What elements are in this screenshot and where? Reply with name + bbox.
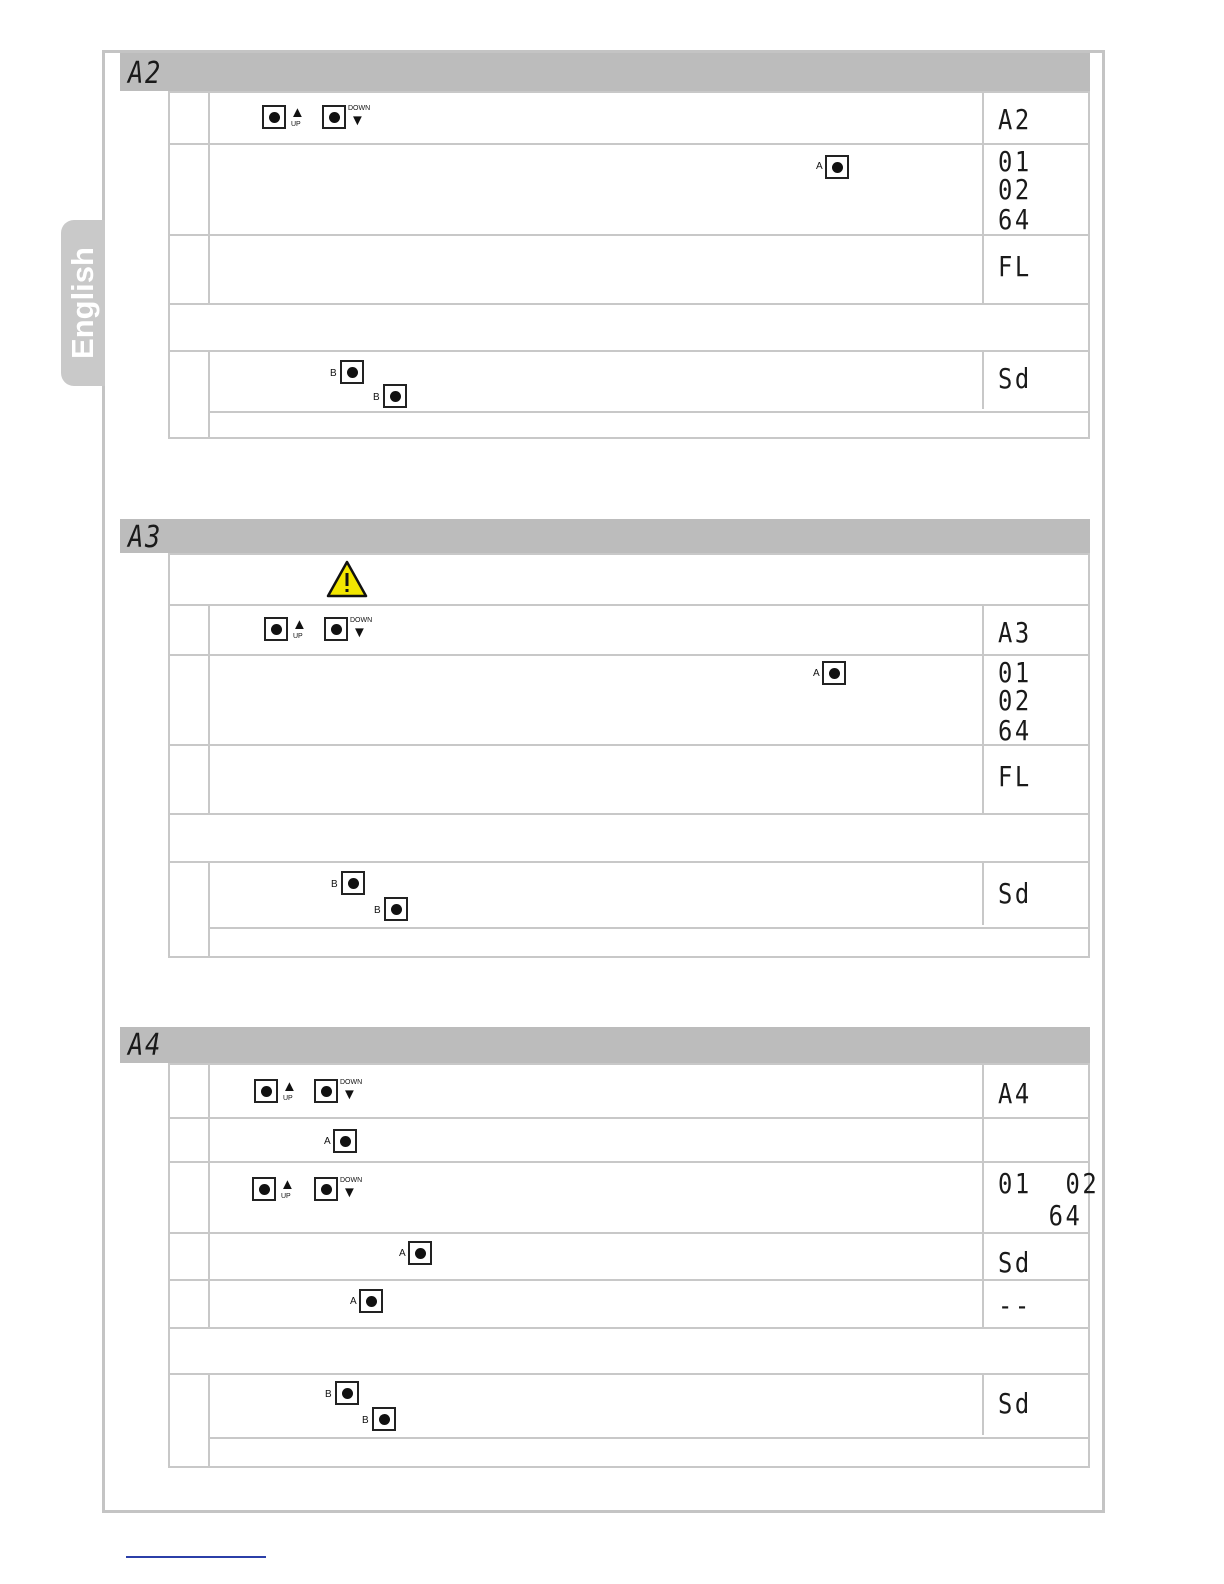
push-button-icon [383, 384, 407, 408]
up-label: UP [291, 121, 301, 128]
button-letter: A [324, 1136, 331, 1147]
step-number-cell [170, 1163, 210, 1232]
section-header-a2 [120, 53, 1090, 91]
display-cell [982, 656, 1088, 747]
table-row [170, 861, 1088, 956]
arrow-down-icon: ▼ [342, 1086, 357, 1103]
language-tab-label: English [65, 247, 100, 359]
display-code: 64 [998, 714, 1032, 747]
table-row [170, 604, 1088, 654]
display-code: Sd [998, 877, 1032, 910]
push-button-icon [314, 1177, 338, 1201]
display-code: FL [998, 250, 1032, 283]
arrow-down-icon: ▼ [350, 112, 365, 129]
arrow-up-icon: ▲ [290, 104, 305, 121]
push-button-icon [262, 105, 286, 129]
arrow-up-icon: ▲ [280, 1176, 295, 1193]
up-label: UP [293, 633, 303, 640]
table-row [170, 1161, 1100, 1232]
display-code: 01 [998, 656, 1032, 689]
push-button-icon [408, 1241, 432, 1265]
step-number-cell [170, 656, 210, 744]
display-code: -- [998, 1289, 1032, 1322]
push-button-icon [384, 897, 408, 921]
table-row [170, 1327, 1088, 1373]
button-letter: B [331, 879, 338, 890]
table-row [170, 813, 1088, 861]
down-label: DOWN [340, 1177, 363, 1184]
table-row [170, 143, 1088, 234]
display-code: A2 [998, 103, 1032, 136]
warning-triangle-icon [326, 560, 368, 598]
arrow-down-icon: ▼ [352, 624, 367, 641]
display-code: 02 [998, 684, 1032, 717]
push-button-icon [822, 661, 846, 685]
button-letter: B [362, 1415, 369, 1426]
push-button-icon [264, 617, 288, 641]
display-code: 64 [998, 1199, 1083, 1232]
arrow-up-icon: ▲ [282, 1078, 297, 1095]
section-header-a3 [120, 519, 1090, 553]
display-cell [982, 863, 1088, 925]
display-cell [982, 93, 1088, 143]
down-label: DOWN [350, 617, 373, 624]
step-number-cell [170, 1234, 210, 1279]
push-button-icon [333, 1129, 357, 1153]
row-divider [210, 1437, 1088, 1439]
table-row [170, 234, 1088, 303]
table-row [170, 1117, 1088, 1161]
push-button-icon [372, 1407, 396, 1431]
up-label: UP [281, 1193, 291, 1200]
display-code: Sd [998, 1246, 1032, 1279]
push-button-icon [359, 1289, 383, 1313]
table-row [170, 654, 1088, 747]
push-button-icon [324, 617, 348, 641]
display-cell [982, 352, 1088, 409]
display-cell [982, 1065, 1088, 1117]
footer-rule [126, 1556, 266, 1558]
display-cell [982, 236, 1088, 303]
section-header-a4 [120, 1027, 1090, 1063]
step-number-cell [170, 606, 210, 654]
step-number-cell [170, 746, 210, 813]
display-cell [982, 1234, 1088, 1279]
button-letter: B [374, 905, 381, 916]
button-letter: B [373, 392, 380, 403]
table-row [170, 1065, 1088, 1117]
row-divider [210, 927, 1088, 929]
display-cell [982, 1163, 1100, 1232]
step-number-cell [170, 1119, 210, 1161]
push-button-icon [254, 1079, 278, 1103]
step-number-cell [170, 863, 210, 956]
procedure-table-a4 [168, 1063, 1100, 1468]
display-code: FL [998, 760, 1032, 793]
step-number-cell [170, 236, 210, 303]
procedure-table-a2 [168, 91, 1090, 439]
display-code: A4 [998, 1077, 1032, 1110]
display-cell [982, 606, 1088, 654]
table-row [170, 1373, 1088, 1466]
display-cell [982, 746, 1088, 813]
language-tab [61, 220, 105, 386]
display-code: A3 [998, 616, 1032, 649]
display-code: 64 [998, 203, 1032, 236]
push-button-icon [252, 1177, 276, 1201]
section-title: A2 [128, 56, 163, 91]
button-letter: B [330, 368, 337, 379]
section-title: A3 [128, 520, 163, 555]
button-letter: B [325, 1389, 332, 1400]
display-cell [982, 145, 1088, 234]
table-row [170, 303, 1088, 350]
section-title: A4 [128, 1028, 163, 1063]
arrow-up-icon: ▲ [292, 616, 307, 633]
table-row [170, 744, 1088, 813]
up-label: UP [283, 1095, 293, 1102]
table-row [170, 1232, 1088, 1279]
step-number-cell [170, 352, 210, 437]
down-label: DOWN [348, 105, 371, 112]
button-letter: A [813, 668, 820, 679]
push-button-icon [322, 105, 346, 129]
down-label: DOWN [340, 1079, 363, 1086]
warning-row [170, 555, 1088, 604]
arrow-down-icon: ▼ [342, 1184, 357, 1201]
push-button-icon [340, 360, 364, 384]
display-code: 02 [998, 173, 1032, 206]
push-button-icon [314, 1079, 338, 1103]
step-number-cell [170, 145, 210, 234]
row-divider [210, 411, 1088, 413]
display-code: 01 02 [998, 1167, 1100, 1200]
procedure-table-a3 [168, 553, 1090, 958]
step-number-cell [170, 1065, 210, 1117]
push-button-icon [825, 155, 849, 179]
button-letter: A [816, 161, 823, 172]
display-code: Sd [998, 362, 1032, 395]
step-number-cell [170, 1281, 210, 1327]
display-code: 01 [998, 145, 1032, 178]
display-code: Sd [998, 1387, 1032, 1420]
table-row [170, 93, 1088, 143]
display-cell [982, 1281, 1088, 1327]
push-button-icon [335, 1381, 359, 1405]
step-number-cell [170, 93, 210, 143]
display-cell [982, 1375, 1088, 1435]
button-letter: A [399, 1248, 406, 1259]
button-letter: A [350, 1296, 357, 1307]
table-row [170, 1279, 1088, 1327]
step-number-cell [170, 1375, 210, 1466]
display-cell [982, 1119, 1088, 1161]
table-row [170, 350, 1088, 437]
push-button-icon [341, 871, 365, 895]
